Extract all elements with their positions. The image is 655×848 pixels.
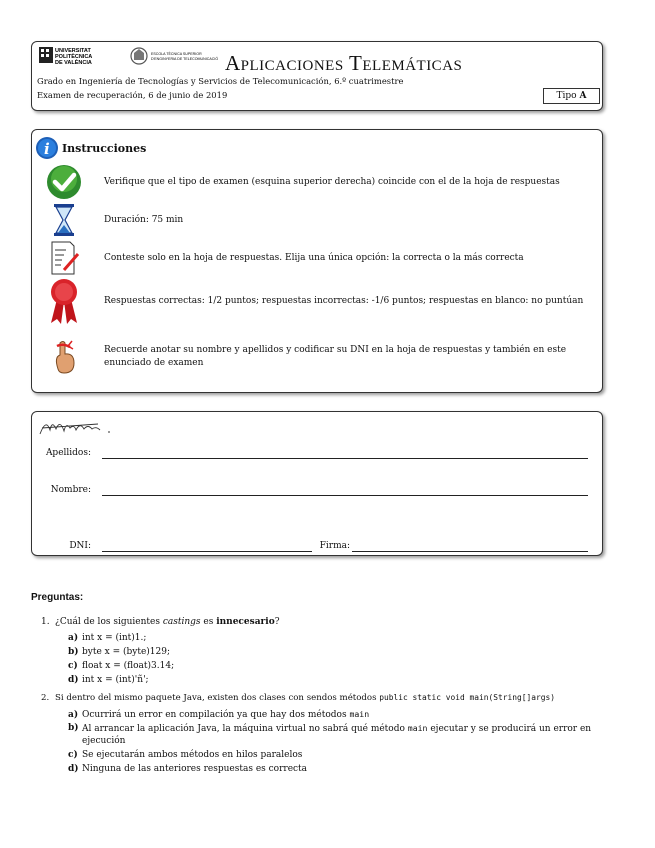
instructions-box (31, 129, 603, 393)
instruction-text: Verifique que el tipo de examen (esquina superior derecha) coincide con el de la hoja de respuestas (104, 176, 560, 187)
option-1a: a) int x = (int)1.; (68, 633, 147, 643)
dni-label: DNI: (69, 541, 91, 551)
instructions-header (35, 136, 146, 160)
school-logo-line1: ESCOLA TÈCNICA SUPERIOR (151, 52, 202, 56)
question-number: 1. (41, 617, 50, 627)
option-2d: d) Ninguna de las anteriores respuestas es correcta (68, 764, 308, 774)
instruction-text: Conteste solo en la hoja de respuestas. Elija una única opción: la correcta o la más correcta (104, 252, 524, 263)
option-2a: a) Ocurrirá un error en compilación ya que hay dos métodos main (68, 709, 370, 720)
question-code: public static void main(String[]args) (379, 693, 556, 702)
question-text-pre: Si dentro del mismo paquete Java, existen dos clases con sendos métodos (55, 693, 380, 703)
instruction-text: Recuerde anotar su nombre y apellidos y codificar su DNI en la hoja de respuestas y también en este enunciado de examen (104, 345, 567, 368)
instruction-text: Respuestas correctas: 1/2 puntos; respuestas incorrectas: -1/6 puntos; respuestas en blanco: no puntúan (104, 295, 584, 306)
answer-sheet-icon (44, 238, 84, 278)
question-1 (41, 616, 601, 629)
exam-header (31, 41, 603, 111)
option-1b: b) byte x = (byte)129; (68, 647, 171, 657)
university-logo-line2: POLITÈCNICA (55, 54, 93, 60)
instruction-item (44, 238, 594, 278)
question-2 (41, 692, 651, 705)
option-1c: c) float x = (float)3.14; (68, 661, 175, 671)
instruction-item (44, 162, 594, 202)
exam-type-box (543, 88, 600, 104)
nombre-field[interactable] (102, 495, 588, 496)
signature-image (38, 416, 118, 438)
exam-date-line: Examen de recuperación, 6 de junio de 2019 (37, 90, 228, 100)
instructions-title: Instrucciones (62, 141, 147, 155)
nombre-label: Nombre: (50, 485, 91, 495)
identification-box (31, 411, 603, 556)
finger-reminder-icon (44, 337, 84, 377)
question-text-mid: es (200, 617, 217, 627)
firma-label: Firma: (319, 541, 350, 551)
questions-title: Preguntas: (31, 592, 84, 603)
instruction-item (44, 200, 594, 240)
instruction-item (44, 337, 594, 377)
ribbon-icon (44, 277, 84, 325)
hourglass-icon (44, 200, 84, 240)
school-crest-icon (131, 48, 147, 64)
instruction-text: Duración: 75 min (104, 214, 184, 225)
question-number: 2. (41, 693, 50, 703)
info-icon (35, 136, 59, 160)
logos (39, 45, 219, 69)
question-text-italic: castings (162, 617, 201, 627)
exam-type-label: Tipo (556, 91, 577, 101)
apellidos-field[interactable] (102, 458, 588, 459)
question-text-pre: ¿Cuál de los siguientes (55, 617, 163, 627)
dni-field[interactable] (102, 551, 312, 552)
exam-type-value: A (579, 91, 587, 101)
course-title: Aplicaciones Telemáticas (225, 51, 463, 75)
university-logo-line1: UNIVERSITAT (55, 48, 91, 54)
degree-line: Grado en Ingeniería de Tecnologías y Servicios de Telecomunicación, 6.º cuatrimestre (37, 76, 404, 86)
question-text-bold: innecesario (216, 617, 275, 627)
option-2c: c) Se ejecutarán ambos métodos en hilos paralelos (68, 750, 303, 760)
instruction-item (44, 277, 594, 325)
university-logo-line3: DE VALÈNCIA (55, 60, 92, 66)
school-logo-line2: D'ENGINYERIA DE TELECOMUNICACIÓ (151, 57, 219, 61)
svg-text:i: i (44, 140, 50, 158)
option-1d: d) int x = (int)'ñ'; (68, 675, 149, 685)
check-icon (44, 162, 84, 202)
option-2b: b) Al arrancar la aplicación Java, la máquina virtual no sabrá qué método main ejecutar y se producirá un error en ejecución (68, 723, 592, 746)
apellidos-label: Apellidos: (45, 448, 91, 458)
university-logo (39, 45, 219, 69)
firma-field[interactable] (352, 551, 588, 552)
question-text-post: ? (274, 617, 280, 627)
